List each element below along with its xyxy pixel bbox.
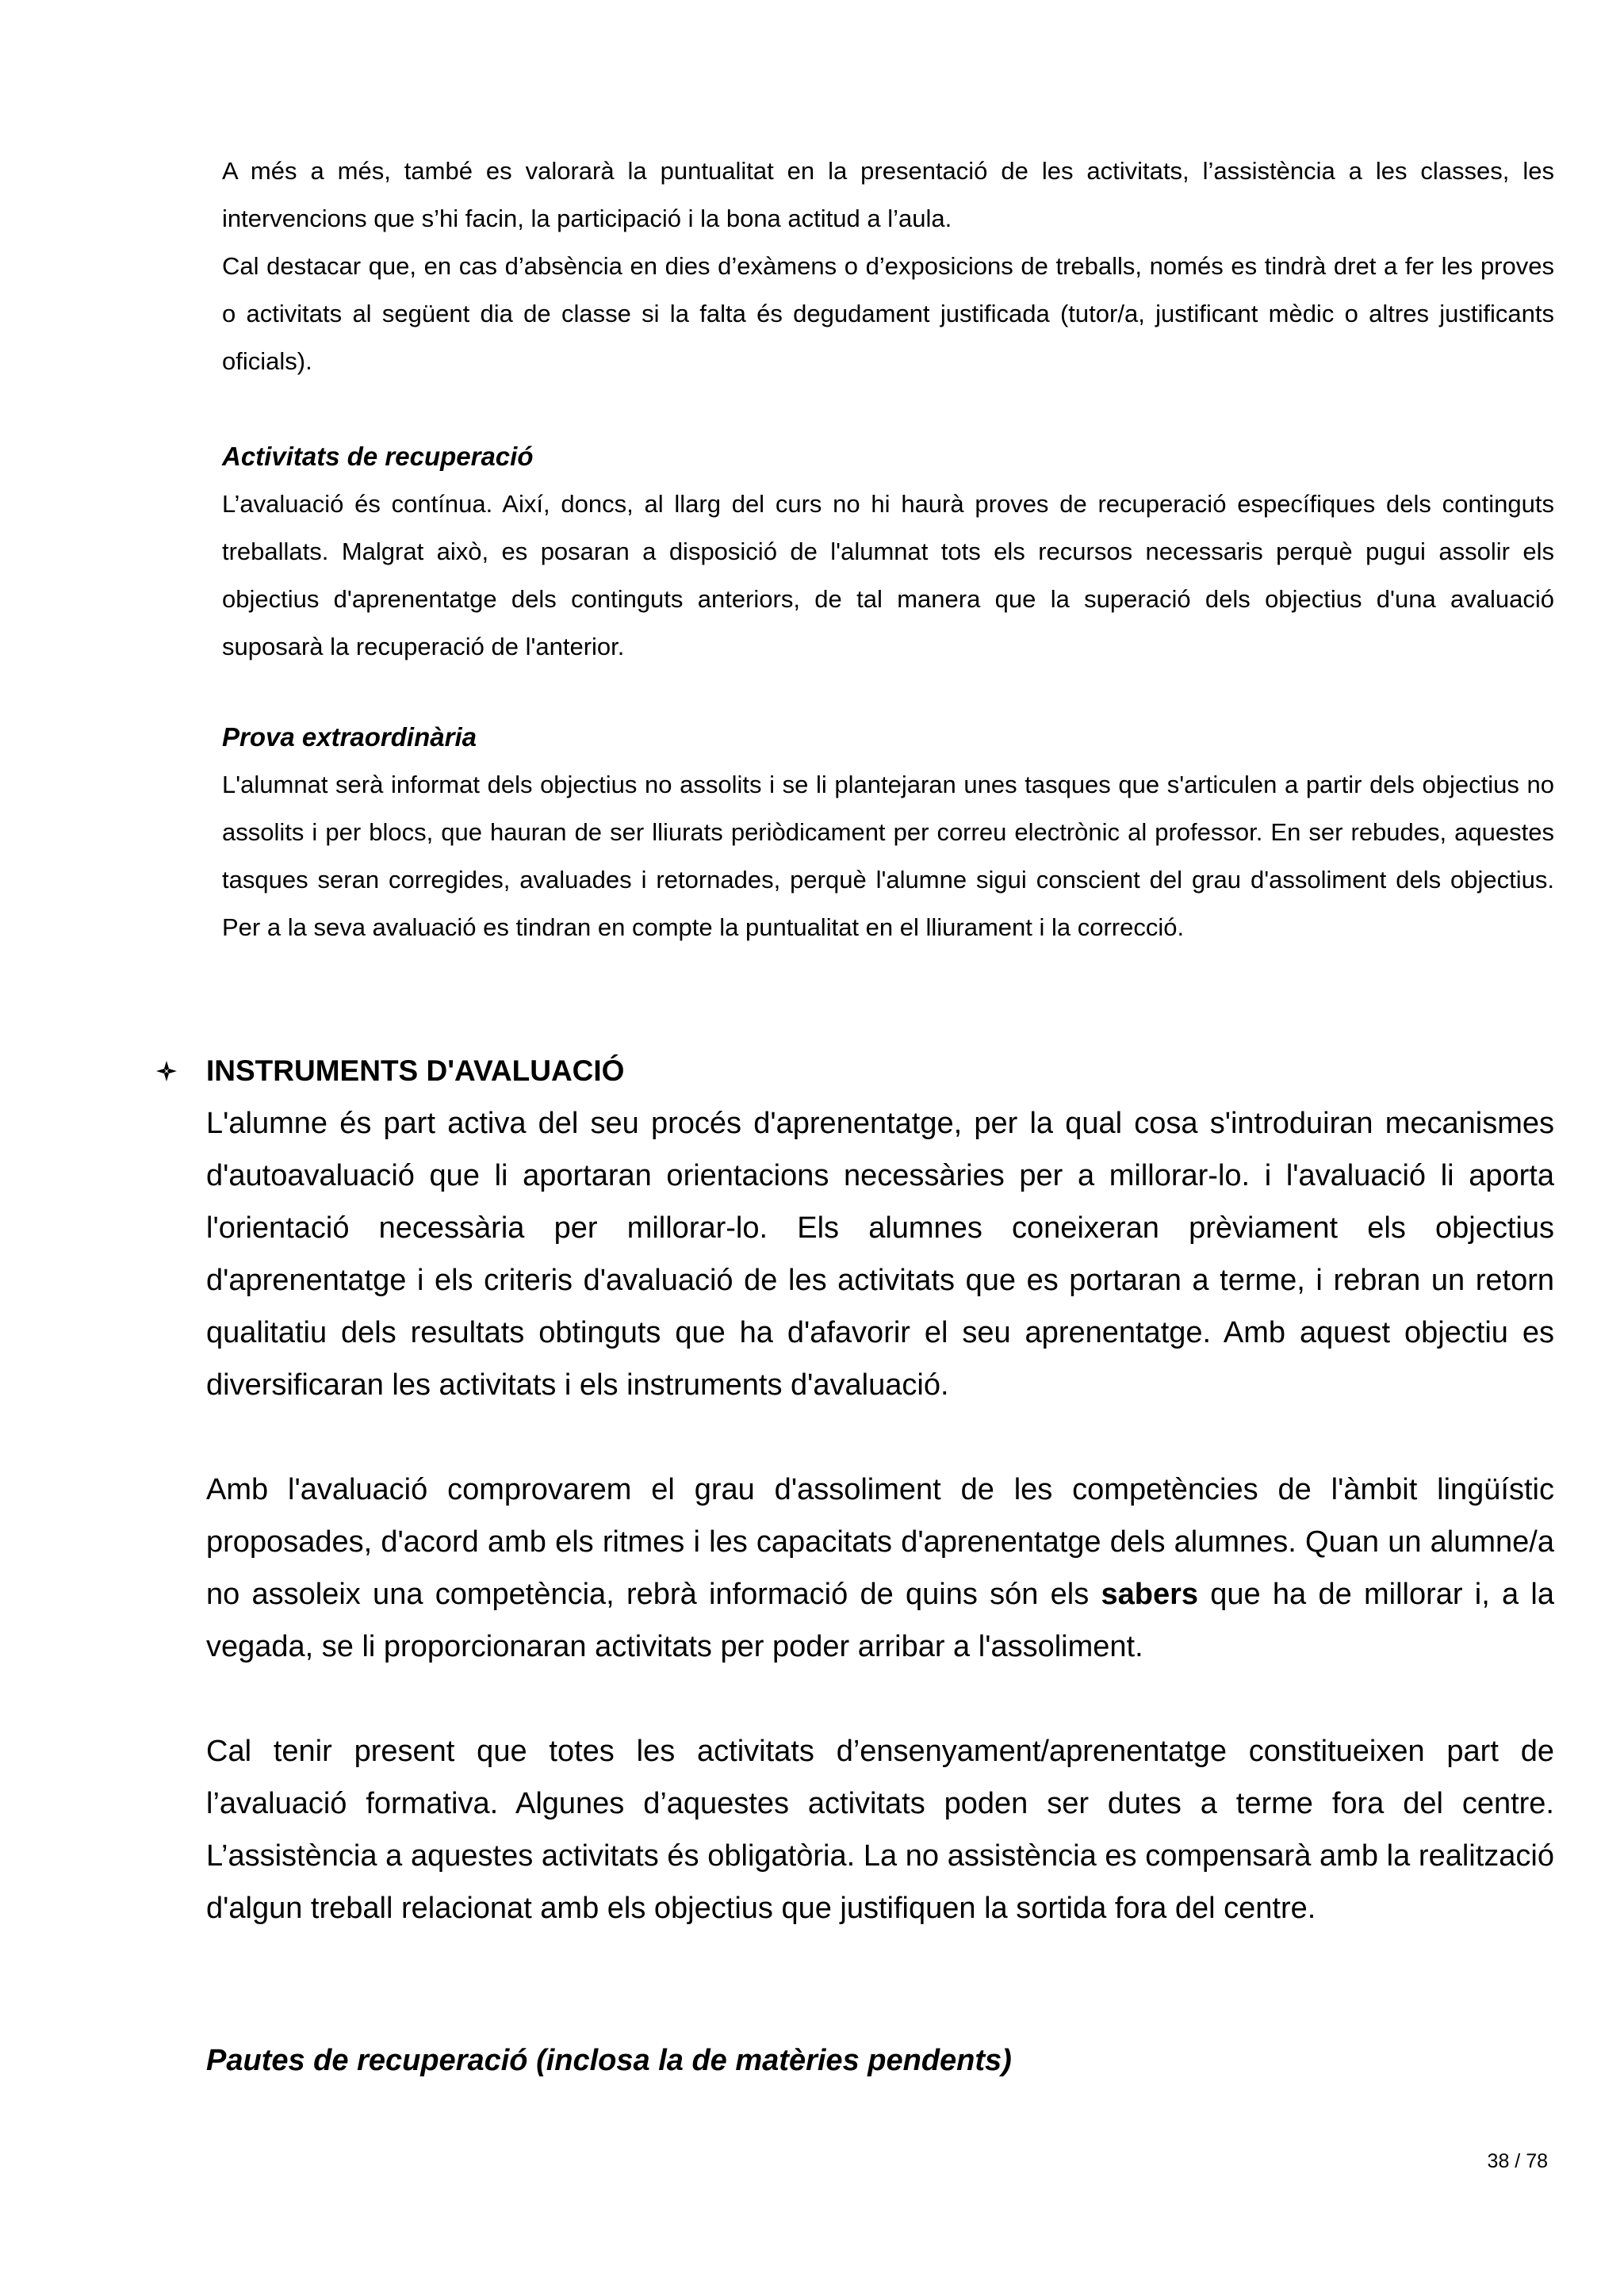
paragraph-2-text-before: Amb l'avaluació comprovarem el grau d'assoliment de les competències de l'àmbit lingüístic proposades, d'acord amb els ritmes i les capacitats d'aprenentatge dels alumnes. Quan un alumne/a no assoleix una competència, rebrà informació de quins són els bbox=[206, 1473, 1554, 1611]
intro-paragraph-1: A més a més, també es valorarà la puntualitat en la presentació de les activitats, l’assistència a les classes, les intervencions que s’hi facin, la participació i la bona actitud a l’aula. bbox=[222, 157, 1554, 232]
instruments-paragraph-2 bbox=[206, 1464, 1554, 1673]
instruments-heading bbox=[155, 1045, 624, 1097]
diamond-bullet-icon bbox=[155, 1060, 206, 1082]
instruments-paragraph-3: Cal tenir present que totes les activitats d’ensenyament/aprenentatge constitueixen part de l’avaluació formativa. Algunes d’aquestes activitats poden ser dutes a terme fora del centre. L’assistència a aquestes activitats és obligatòria. La no assistència es compensarà amb la realització d'algun treball relacionat amb els objectius que justifiquen la sortida fora del centre. bbox=[206, 1735, 1554, 1925]
recuperacio-text: L’avaluació és contínua. Així, doncs, al llarg del curs no hi haurà proves de recuperació específiques dels continguts treballats. Malgrat això, es posaran a disposició de l'alumnat tots els recursos necessaris perquè pugui assolir els objectius d'aprenentatge dels continguts anteriors, de tal manera que la superació dels objectius d'una avaluació suposarà la recuperació de l'anterior. bbox=[222, 490, 1554, 660]
instruments-heading-text: INSTRUMENTS D'AVALUACIÓ bbox=[206, 1054, 625, 1087]
page-number: 38 / 78 bbox=[1487, 2150, 1548, 2172]
sabers-bold-term: sabers bbox=[1101, 1578, 1199, 1611]
pautes-title: Pautes de recuperació (inclosa la de matèries pendents) bbox=[206, 2044, 1012, 2077]
intro-paragraph-2: Cal destacar que, en cas d’absència en dies d’exàmens o d’exposicions de treballs, només es tindrà dret a fer les proves o activitats al següent dia de classe si la falta és degudament justificada (tutor/a, justificant mèdic o altres justificants oficials). bbox=[222, 252, 1554, 375]
paragraph-2-text-after: que ha de millorar i, a la vegada, se li proporcionaran activitats per poder arribar a l'assoliment. bbox=[206, 1578, 1554, 1663]
instruments-paragraph-1: L'alumne és part activa del seu procés d'aprenentatge, per la qual cosa s'introduiran mecanismes d'autoavaluació que li aportaran orientacions necessàries per a millorar-lo. i l'avaluació li aporta l'orientació necessària per millorar-lo. Els alumnes coneixeran prèviament els objectius d'aprenentatge i els criteris d'avaluació de les activitats que es portaran a terme, i rebran un retorn qualitatiu dels resultats obtinguts que ha d'afavorir el seu aprenentatge. Amb aquest objectiu es diversificaran les activitats i els instruments d'avaluació. bbox=[206, 1107, 1554, 1402]
extraordinaria-title: Prova extraordinària bbox=[222, 722, 477, 752]
recuperacio-title: Activitats de recuperació bbox=[222, 442, 534, 471]
extraordinaria-text: L'alumnat serà informat dels objectius no assolits i se li plantejaran unes tasques que s'articulen a partir dels objectius no assolits i per blocs, que hauran de ser lliurats periòdicament per correu electrònic al professor. En ser rebudes, aquestes tasques seran corregides, avaluades i retornades, perquè l'alumne sigui conscient del grau d'assoliment dels objectius. Per a la seva avaluació es tindran en compte la puntualitat en el lliurament i la correcció. bbox=[222, 771, 1554, 941]
